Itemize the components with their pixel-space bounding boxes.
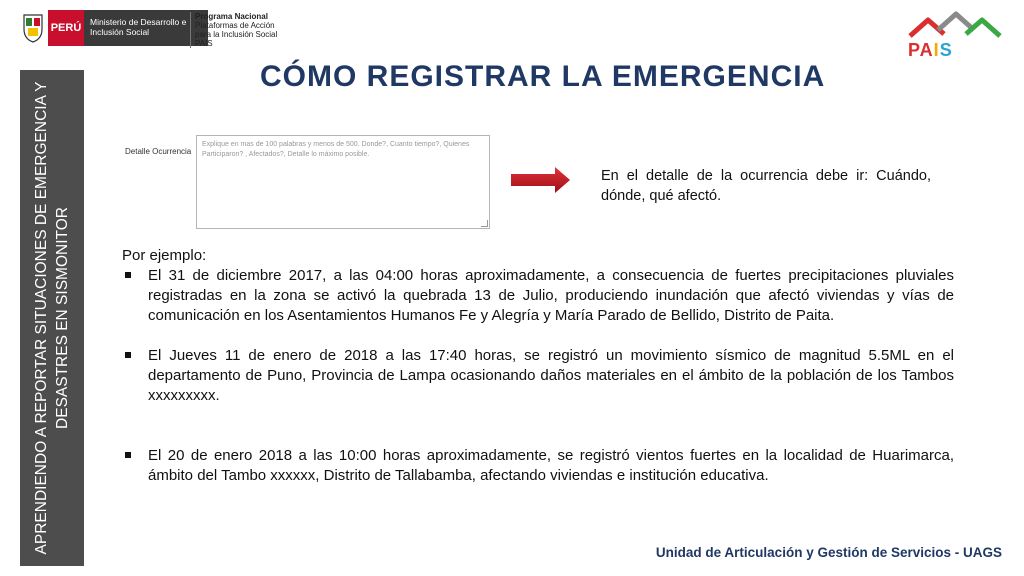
program-line: Plataformas de Acción xyxy=(195,21,275,30)
examples-section xyxy=(122,246,954,486)
page-title: CÓMO REGISTRAR LA EMERGENCIA xyxy=(260,60,826,93)
detail-textarea-placeholder: Explique en mas de 100 palabras y menos de 500. Donde?, Cuanto tiempo?, Quienes Participaron? , Afectados?, Detalle lo máximo posible. xyxy=(202,141,470,158)
list-item xyxy=(122,266,954,326)
square-bullet-icon xyxy=(125,352,131,358)
examples-heading: Por ejemplo: xyxy=(122,247,207,264)
example-text: El Jueves 11 de enero de 2018 a las 17:40 horas, se registró un movimiento sísmico de magnitud 5.5ML en el departamento de Puno, Provincia de Lampa ocasionando daños materiales en el ámbito de la población de los Tambos xxxxxxxxx. xyxy=(148,347,954,404)
detail-hint-text: En el detalle de la ocurrencia debe ir: Cuándo, dónde, qué afectó. xyxy=(601,168,931,204)
list-item xyxy=(122,446,954,486)
sidebar-vertical-title: APRENDIENDO A REPORTAR SITUACIONES DE EMERGENCIA Y DESASTRES EN SISMONITOR xyxy=(33,81,71,555)
government-logo xyxy=(22,10,208,46)
pais-logo xyxy=(904,10,1004,62)
square-bullet-icon xyxy=(125,272,131,278)
resize-handle-icon[interactable] xyxy=(481,220,488,227)
footer-unit-label: Unidad de Articulación y Gestión de Servicios - UAGS xyxy=(655,545,1002,560)
example-text: El 31 de diciembre 2017, a las 04:00 horas aproximadamente, a consecuencia de fuertes precipitaciones pluviales registradas en la zona se activó la quebrada 13 de Julio, produciendo inundación que afectó viviendas y vías de comunicación en los Asentamientos Humanos Fe y Alegría y María Parado de Bellido, Distrito de Paita. xyxy=(148,267,954,324)
detail-textarea[interactable] xyxy=(196,135,490,229)
pais-wordmark: PAIS xyxy=(908,40,953,60)
program-line: para la Inclusión Social xyxy=(195,30,278,39)
program-label xyxy=(190,12,277,48)
right-arrow-icon xyxy=(511,166,571,194)
country-label: PERÚ xyxy=(48,10,84,46)
program-line: PAIS xyxy=(195,39,213,48)
ministry-label: Ministerio de Desarrollo e Inclusión Social xyxy=(84,10,208,46)
example-text: El 20 de enero 2018 a las 10:00 horas aproximadamente, se registró vientos fuertes en la localidad de Huarimarca, ámbito del Tambo xxxxxx, Distrito de Tallabamba, afectando viviendas e institución educativa. xyxy=(148,447,954,484)
examples-list xyxy=(122,266,954,486)
detail-field-label: Detalle Ocurrencia xyxy=(125,147,192,156)
coat-of-arms-icon xyxy=(22,13,44,43)
square-bullet-icon xyxy=(125,452,131,458)
list-item xyxy=(122,346,954,406)
program-name: Programa Nacional xyxy=(195,12,268,21)
